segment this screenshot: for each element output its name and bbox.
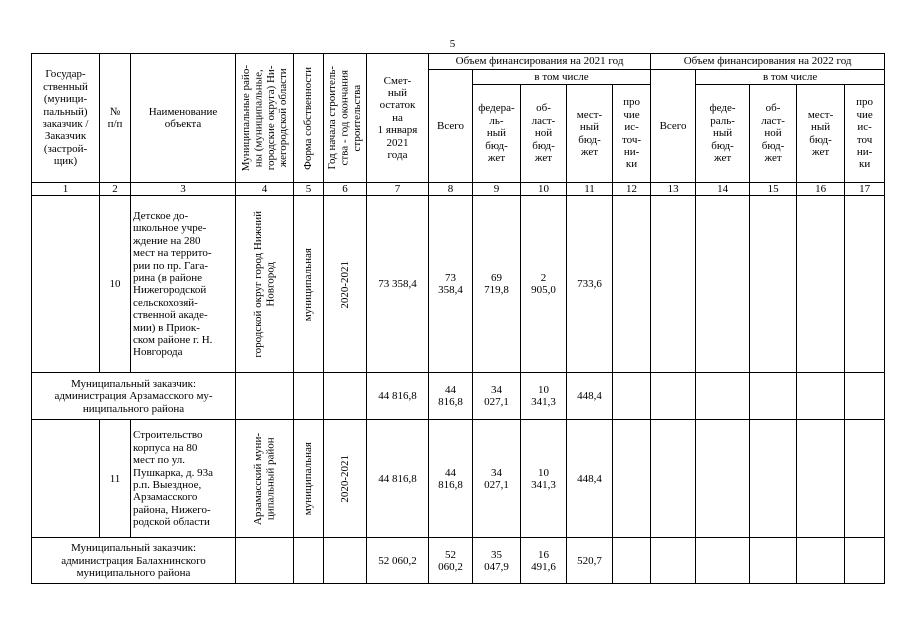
customer-cell	[32, 420, 100, 538]
header-incl-2022: в том числе	[696, 70, 885, 85]
column-number: 2	[100, 183, 131, 196]
page-number: 5	[449, 38, 456, 50]
header-ownership: Форма собственности	[294, 54, 324, 183]
header-total-2021: Всего	[429, 70, 473, 183]
other-2021-value	[613, 373, 651, 420]
column-number: 4	[236, 183, 294, 196]
header-federal-2022: феде- раль- ный бюд- жет	[696, 85, 750, 183]
header-federal-2021: федера- ль- ный бюд- жет	[473, 85, 521, 183]
federal-2021-value: 69 719,8	[473, 196, 521, 373]
object-row-11	[32, 420, 885, 538]
estimate-value: 44 816,8	[367, 373, 429, 420]
federal-2022-value	[696, 538, 750, 584]
local-2021-value: 448,4	[567, 373, 613, 420]
column-number: 9	[473, 183, 521, 196]
column-number: 6	[324, 183, 367, 196]
customer-cell	[32, 196, 100, 373]
header-local-2021: мест- ный бюд- жет	[567, 85, 613, 183]
column-number: 5	[294, 183, 324, 196]
column-number: 13	[651, 183, 696, 196]
local-2021-value: 733,6	[567, 196, 613, 373]
other-2021-value	[613, 538, 651, 584]
customer-label: Муниципальный заказчик: администрация Балахнинского муниципального района	[32, 538, 236, 584]
district-cell: городской округ город Нижний Новгород	[236, 196, 294, 373]
total-2022-value	[651, 373, 696, 420]
years-cell: 2020-2021	[324, 420, 367, 538]
header-other-2021: про чие ис- точ- ни- ки	[613, 85, 651, 183]
ownership-cell: муниципальная	[294, 196, 324, 373]
federal-2021-value: 34 027,1	[473, 373, 521, 420]
header-local-2022: мест- ный бюд- жет	[797, 85, 845, 183]
other-2022-value	[845, 538, 885, 584]
other-2021-value	[613, 196, 651, 373]
header-customer: Государ- ственный (муници- пальный) заказчик / Заказчик (застрой- щик)	[32, 54, 100, 183]
regional-2022-value	[750, 373, 797, 420]
column-number: 17	[845, 183, 885, 196]
empty-cell	[294, 538, 324, 584]
column-number: 14	[696, 183, 750, 196]
column-number: 12	[613, 183, 651, 196]
ownership-cell: муниципальная	[294, 420, 324, 538]
object-row-10	[32, 196, 885, 373]
local-2022-value	[797, 538, 845, 584]
federal-2021-value: 35 047,9	[473, 538, 521, 584]
column-number: 10	[521, 183, 567, 196]
column-number: 1	[32, 183, 100, 196]
regional-2022-value	[750, 196, 797, 373]
total-2021-value: 44 816,8	[429, 373, 473, 420]
header-other-2022: про чие ис- точ ни- ки	[845, 85, 885, 183]
regional-2021-value: 10 341,3	[521, 420, 567, 538]
regional-2021-value: 10 341,3	[521, 373, 567, 420]
column-number: 11	[567, 183, 613, 196]
other-2022-value	[845, 196, 885, 373]
regional-2021-value: 16 491,6	[521, 538, 567, 584]
empty-cell	[324, 538, 367, 584]
federal-2022-value	[696, 196, 750, 373]
header-num: № п/п	[100, 54, 131, 183]
customer-row-balakhna	[32, 538, 885, 584]
empty-cell	[324, 373, 367, 420]
total-2022-value	[651, 420, 696, 538]
object-name: Детское до- школьное учре- ждение на 280 мест на террито- рии по пр. Гага- рина (в районе Нижегородской сельскохозяй- ственной акаде- мии) в Приок- ском районе г. Н. Новгорода	[131, 196, 236, 373]
federal-2022-value	[696, 420, 750, 538]
local-2022-value	[797, 420, 845, 538]
row-number: 10	[100, 196, 131, 373]
total-2021-value: 73 358,4	[429, 196, 473, 373]
column-number: 16	[797, 183, 845, 196]
row-number: 11	[100, 420, 131, 538]
column-number: 8	[429, 183, 473, 196]
header-years: Год начала строитель- ства - год окончания строительства	[324, 54, 367, 183]
regional-2021-value: 2 905,0	[521, 196, 567, 373]
customer-row-arzamas	[32, 373, 885, 420]
other-2022-value	[845, 373, 885, 420]
column-number: 15	[750, 183, 797, 196]
estimate-value: 52 060,2	[367, 538, 429, 584]
regional-2022-value	[750, 420, 797, 538]
estimate-value: 73 358,4	[367, 196, 429, 373]
column-number: 3	[131, 183, 236, 196]
federal-2022-value	[696, 373, 750, 420]
header-fin-2021: Объем финансирования на 2021 год	[429, 54, 651, 70]
federal-2021-value: 34 027,1	[473, 420, 521, 538]
total-2021-value: 44 816,8	[429, 420, 473, 538]
header-districts: Муниципальные райо- ны (муниципальные, городские округа) Ни- жегородской области	[236, 54, 294, 183]
total-2022-value	[651, 196, 696, 373]
header-regional-2022: об- ласт- ной бюд- жет	[750, 85, 797, 183]
header-object-name: Наименование объекта	[131, 54, 236, 183]
local-2021-value: 520,7	[567, 538, 613, 584]
years-cell: 2020-2021	[324, 196, 367, 373]
total-2021-value: 52 060,2	[429, 538, 473, 584]
local-2022-value	[797, 373, 845, 420]
column-numbers-row	[32, 183, 885, 196]
empty-cell	[294, 373, 324, 420]
column-number: 7	[367, 183, 429, 196]
header-fin-2022: Объем финансирования на 2022 год	[651, 54, 885, 70]
financing-table	[31, 53, 885, 584]
header-estimate: Смет- ный остаток на 1 января 2021 года	[367, 54, 429, 183]
empty-cell	[236, 538, 294, 584]
header-incl-2021: в том числе	[473, 70, 651, 85]
estimate-value: 44 816,8	[367, 420, 429, 538]
empty-cell	[236, 373, 294, 420]
header-regional-2021: об- ласт- ной бюд- жет	[521, 85, 567, 183]
local-2021-value: 448,4	[567, 420, 613, 538]
local-2022-value	[797, 196, 845, 373]
object-name: Строительство корпуса на 80 мест по ул. Пушкарка, д. 93а р.п. Выездное, Арзамасского района, Нижего- родской области	[131, 420, 236, 538]
other-2022-value	[845, 420, 885, 538]
customer-label: Муниципальный заказчик: администрация Арзамасского му- ниципального района	[32, 373, 236, 420]
regional-2022-value	[750, 538, 797, 584]
other-2021-value	[613, 420, 651, 538]
total-2022-value	[651, 538, 696, 584]
district-cell: Арзамасский муни- ципальный район	[236, 420, 294, 538]
header-total-2022: Всего	[651, 70, 696, 183]
